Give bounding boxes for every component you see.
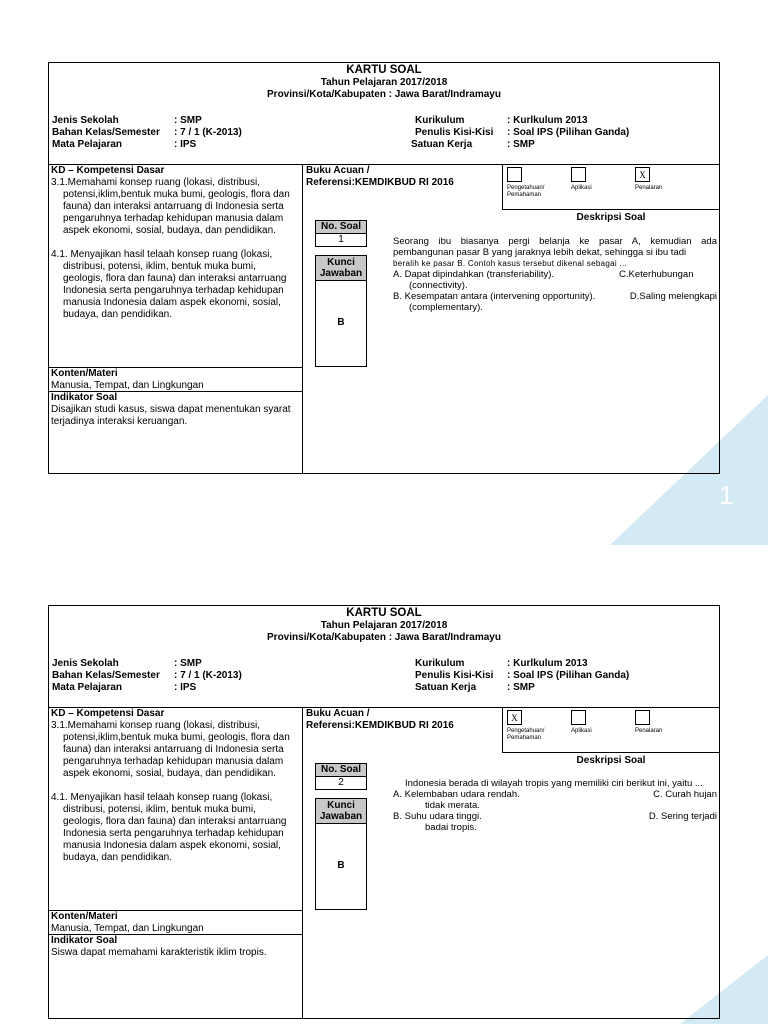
kd-item-2: 4.1. Menyajikan hasil telaah konsep ruang (lokasi, distribusi, potensi, iklim, bentuk muka bumi, geologis, flora dan fauna) dan interaksi antarruang Indonesia serta pengaruhnya terhadap kehidupan manusia Indonesia dalam aspek ekonomi, sosial, budaya, dan pendidikan. (51, 792, 287, 863)
level-pengetahuan-checkbox[interactable]: X (507, 710, 522, 725)
jenis-sekolah-label: Jenis Sekolah (52, 658, 119, 669)
buku-acuan (306, 708, 501, 732)
card-title: KARTU SOAL (346, 64, 422, 76)
question-card-1 (48, 62, 720, 474)
indikator-section (49, 391, 302, 428)
level-aplikasi-label: Aplikasi (571, 728, 592, 734)
penulis-value: : Soal IPS (Pilihan Ganda) (507, 670, 630, 681)
penulis-label: Penulis Kisi-Kisi (415, 670, 494, 681)
satuan-kerja-value: : SMP (507, 139, 535, 150)
no-soal-box (315, 220, 367, 247)
kurikulum-value: : Kurlkulum 2013 (507, 658, 588, 669)
kunci-jawaban-label: Kunci Jawaban (316, 256, 366, 281)
option-a: A. Dapat dipindahkan (transferiability). (393, 269, 555, 280)
option-a: A. Kelembaban udara rendah. (393, 789, 520, 800)
kd-section (51, 708, 297, 864)
card-region: Provinsi/Kota/Kabupaten : Jawa Barat/Indramayu (267, 89, 501, 100)
konten-section (49, 367, 302, 392)
bahan-kelas-label: Bahan Kelas/Semester (52, 127, 160, 138)
kd-title: KD – Kompetensi Dasar (51, 165, 165, 176)
cognitive-levels (502, 165, 719, 210)
card-year: Tahun Pelajaran 2017/2018 (320, 620, 448, 631)
penulis-value: : Soal IPS (Pilihan Ganda) (507, 127, 630, 138)
level-pengetahuan (507, 710, 553, 742)
no-soal-box (315, 763, 367, 790)
question-card-2 (48, 605, 720, 1019)
konten-section (49, 910, 302, 935)
card-header (49, 606, 719, 644)
mata-pelajaran-label: Mata Pelajaran (52, 682, 123, 693)
no-soal-label: No. Soal (316, 221, 366, 234)
option-c: C. Curah hujan (653, 789, 717, 800)
satuan-kerja-label: Satuan Kerja (415, 682, 477, 693)
option-d-continued: badai tropis. (425, 822, 477, 833)
card-header (49, 63, 719, 101)
kunci-jawaban-box (315, 798, 367, 910)
level-penalaran-checkbox[interactable] (635, 710, 650, 725)
konten-title: Konten/Materi (51, 911, 118, 922)
satuan-kerja-value: : SMP (507, 682, 535, 693)
bahan-kelas-label: Bahan Kelas/Semester (52, 670, 160, 681)
level-pengetahuan (507, 167, 553, 199)
option-b-row (393, 811, 717, 822)
deskripsi-title: Deskripsi Soal (576, 755, 646, 766)
level-pengetahuan-label: Pengetahuan/ Pemahaman (507, 185, 545, 198)
card-body (49, 164, 719, 473)
konten-value: Manusia, Tempat, dan Lingkungan (51, 380, 204, 391)
kd-item-1: 3.1.Memahami konsep ruang (lokasi, distribusi, potensi,iklim,bentuk muka bumi, geologis, flora dan fauna) dan interaksi antarruang di Indonesia serta pengaruhnya terhadap kehidupan manusia dalam aspek ekonomi, sosial, budaya, dan pendidikan. (51, 720, 290, 779)
question-stem: Indonesia berada di wilayah tropis yang memiliki ciri berikut ini, yaitu ... (405, 778, 703, 789)
option-b: B. Kesempatan antara (intervening opportunity). (393, 291, 596, 302)
question-stem-continued: beralih ke pasar B. Contoh kasus tersebut dikenal sebagai ... (393, 259, 627, 268)
no-soal-value: 2 (338, 777, 344, 788)
kd-section (51, 165, 297, 321)
kd-item-1: 3.1.Memahami konsep ruang (lokasi, distribusi, potensi,iklim,bentuk muka bumi, geologis, flora dan fauna) dan interaksi antarruang di Indonesia serta pengaruhnya terhadap kehidupan manusia dalam aspek ekonomi, sosial, budaya, dan pendidikan. (51, 177, 290, 236)
indikator-title: Indikator Soal (51, 392, 118, 403)
option-c-continued: (connectivity). (409, 280, 468, 291)
buku-acuan-line1: Buku Acuan / (306, 165, 370, 176)
option-a-row (393, 269, 717, 280)
kd-item-2: 4.1. Menyajikan hasil telaah konsep ruang (lokasi, distribusi, potensi, iklim, bentuk muka bumi, geologis, flora dan fauna) dan interaksi antarruang Indonesia serta pengaruhnya terhadap kehidupan manusia Indonesia dalam aspek ekonomi, sosial, budaya, dan pendidikan. (51, 249, 287, 320)
indikator-value: Disajikan studi kasus, siswa dapat menentukan syarat terjadinya interaksi keruangan. (51, 404, 291, 427)
buku-acuan-line2: Referensi:KEMDIKBUD RI 2016 (306, 177, 454, 188)
bahan-kelas-value: : 7 / 1 (K-2013) (174, 670, 242, 681)
option-b-row (393, 291, 717, 302)
cognitive-levels (502, 708, 719, 753)
level-aplikasi (571, 167, 592, 192)
page-number: 1 (719, 480, 734, 510)
card-year: Tahun Pelajaran 2017/2018 (320, 77, 448, 88)
kurikulum-label: Kurikulum (415, 658, 465, 669)
indikator-value: Siswa dapat memahami karakteristik iklim tropis. (51, 947, 267, 958)
konten-title: Konten/Materi (51, 368, 118, 379)
jenis-sekolah-label: Jenis Sekolah (52, 115, 119, 126)
question-text (393, 236, 717, 313)
mata-pelajaran-value: : IPS (174, 139, 197, 150)
satuan-kerja-label: Satuan Kerja (411, 139, 473, 150)
level-aplikasi-label: Aplikasi (571, 185, 592, 191)
kunci-jawaban-label: Kunci Jawaban (316, 799, 366, 824)
kunci-jawaban-box (315, 255, 367, 367)
kurikulum-label: Kurikulum (415, 115, 465, 126)
penulis-label: Penulis Kisi-Kisi (415, 127, 494, 138)
question-stem: Seorang ibu biasanya pergi belanja ke pasar A, kemudian ada pembangunan pasar B yang jaraknya lebih dekat, sehingga si ibu tadi (393, 236, 717, 258)
right-column (303, 165, 719, 473)
level-aplikasi-checkbox[interactable] (571, 167, 586, 182)
level-aplikasi (571, 710, 592, 735)
level-pengetahuan-label: Pengetahuan/ Pemahaman (507, 728, 545, 741)
no-soal-label: No. Soal (316, 764, 366, 777)
level-aplikasi-checkbox[interactable] (571, 710, 586, 725)
level-pengetahuan-checkbox[interactable] (507, 167, 522, 182)
level-penalaran (635, 167, 662, 192)
kunci-jawaban-value: B (337, 317, 345, 328)
buku-acuan-line2: Referensi:KEMDIKBUD RI 2016 (306, 720, 454, 731)
bahan-kelas-value: : 7 / 1 (K-2013) (174, 127, 242, 138)
question-text (393, 778, 717, 833)
jenis-sekolah-value: : SMP (174, 115, 202, 126)
kurikulum-value: : Kurlkulum 2013 (507, 115, 588, 126)
mata-pelajaran-value: : IPS (174, 682, 197, 693)
deskripsi-title: Deskripsi Soal (576, 212, 646, 223)
card-body (49, 707, 719, 1018)
mata-pelajaran-label: Mata Pelajaran (52, 139, 123, 150)
option-a-row (393, 789, 717, 800)
kunci-jawaban-value: B (337, 860, 345, 871)
konten-value: Manusia, Tempat, dan Lingkungan (51, 923, 204, 934)
option-b: B. Suhu udara tinggi. (393, 811, 482, 822)
option-c-continued: tidak merata. (425, 800, 480, 811)
option-d: D. Sering terjadi (648, 811, 717, 822)
no-soal-value: 1 (338, 234, 344, 245)
option-d: D.Saling melengkapi (629, 291, 717, 302)
level-penalaran-checkbox[interactable]: X (635, 167, 650, 182)
left-column (49, 708, 303, 1018)
jenis-sekolah-value: : SMP (174, 658, 202, 669)
left-column (49, 165, 303, 473)
card-region: Provinsi/Kota/Kabupaten : Jawa Barat/Indramayu (267, 632, 501, 643)
level-penalaran (635, 710, 662, 735)
level-penalaran-label: Penalaran (635, 728, 663, 734)
option-c: C.Keterhubungan (619, 269, 694, 280)
right-column (303, 708, 719, 1018)
card-title: KARTU SOAL (346, 607, 422, 619)
buku-acuan (306, 165, 501, 189)
indikator-title: Indikator Soal (51, 935, 118, 946)
option-d-continued: (complementary). (409, 302, 483, 313)
kd-title: KD – Kompetensi Dasar (51, 708, 165, 719)
buku-acuan-line1: Buku Acuan / (306, 708, 370, 719)
level-penalaran-label: Penalaran (635, 185, 663, 191)
indikator-section (49, 934, 302, 959)
